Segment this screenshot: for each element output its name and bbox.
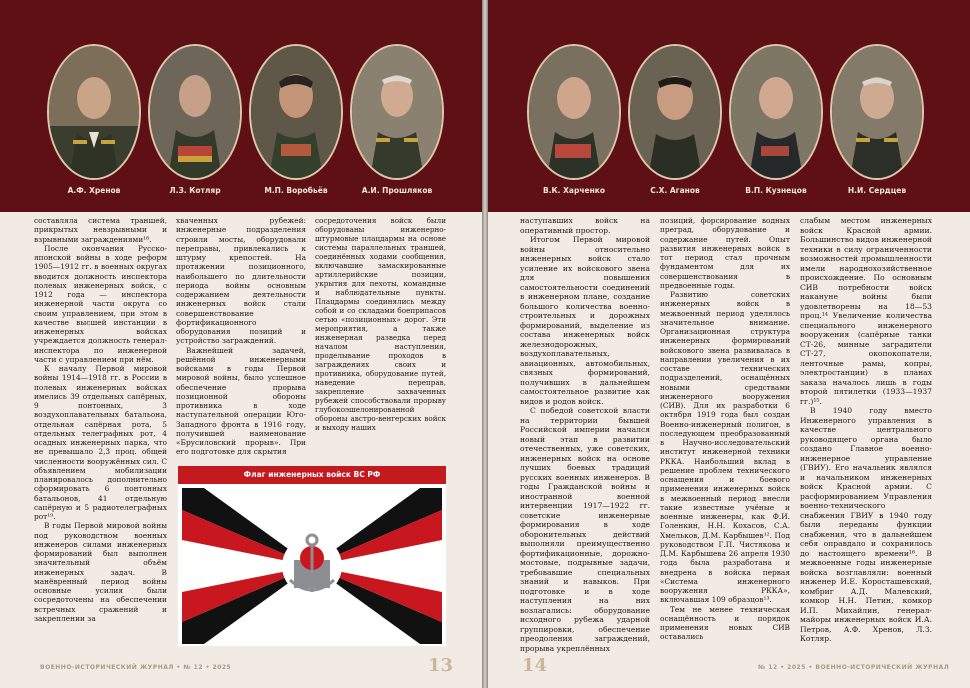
text-column	[34, 216, 167, 656]
portrait-photo	[628, 44, 722, 180]
page-number: 13	[428, 655, 454, 676]
text-column	[520, 216, 650, 656]
paragraph: Развитию советских инженерных войск в межвоенный период уделялось значительное внимание. Организационная структура инженерных формирований войскового звена развивалась в направлении увеличения в их составе технических подразделений, оснащённых новыми средствами инженерного вооружения (СИВ). Для их разработки 6 октября 1919 года был создан Военно-инженерный полигон, в последующем преобразованный в Научно-исследовательский институт инженерной техники РККА. Наибольший вклад в решение проблем технического оснащения и боевого применения инженерных войск в межвоенный период внесли такие известные учёные и военные инженеры, как Ф.И. Голенкин, Н.Н. Кохасов, С.А. Хмельков, Д.М. Карбышев¹². Под руководством Г.П. Чистякова и Д.М. Карбышева 26 апреля 1930 года была разработана и внедрена в войска первая «Система инженерного вооружения РККА», включавшая 109 образцов¹³.	[660, 290, 790, 605]
portrait-caption: В.К. Харченко	[542, 186, 606, 195]
portrait-caption: М.П. Воробьёв	[264, 186, 328, 195]
paragraph: В годы Первой мировой войны под руководством военных инженеров силами инженерных формирований был выполнен значительный объём инженерных задач. В манёвренный период войны основные усилия были сосредоточены на обеспечении встречных сражений и закреплении за	[34, 521, 167, 623]
engineer-troops-flag	[178, 466, 446, 646]
paragraph: составляла система траншей, прикрытых невзрывными и взрывными заграждениями¹⁸.	[34, 216, 167, 244]
paragraph: наступавших войск на оперативный простор.	[520, 216, 650, 235]
paragraph: К началу Первой мировой войны 1914—1918 гг. в России в полевых инженерных войсках имелись 39 отдельных сапёрных, 9 понтонных, 3 воздухоплавательных батальона, отдельная сапёрная рота, 5 отдельных телеграфных рот, 4 осадных инженерных парка, что не превышало 2,3 проц. общей численности вооружённых сил. С объявлением мобилизации планировалось дополнительно сформировать 6 понтонных батальонов, 41 отдельную сапёрную и 5 радиотелеграфных рот¹⁹.	[34, 364, 167, 521]
paragraph: позиций, форсирование водных преград, оборудование и содержание путей. Опыт развития инженерных войск в тот период стал прочным фундаментом для их совершенствования в предвоенные годы.	[660, 216, 790, 290]
text-column	[315, 216, 446, 461]
paragraph: После окончания Русско-японской войны в ходе реформ 1905—1912 гг. в военных округах вводится должность инспектора полевых инженерных войск, с 1912 года — инспектора инженерной части округа со своим управлением, при этом в качестве высшей инстанции в инженерных войсках учреждается должность генерал-инспектора по инженерной части с управлением при нём.	[34, 243, 167, 364]
portrait-photo	[350, 44, 444, 180]
text-column	[176, 216, 306, 461]
paragraph: В 1940 году вместо Инженерного управления в качестве центрального руководящего органа было создано Главное военно-инженерное управление (ГВИУ). Его начальник являлся и начальником инженерных войск Красной армии. С расформированием Управления военно-технического снабжения ГВИУ в 1940 году были переданы функции снабжения, что в дальнейшем себя оправдало и сохранилось до настоящего времени¹⁶. В межвоенные годы инженерные войска возглавляли: военный инженер И.Е. Коросташевский, комбриг А.Д. Малевский, комкор Н.Н. Петин, комкор И.П. Михайлин, генерал-майоры инженерных войск И.А. Петров, А.Ф. Хренов, Л.З. Котляр.	[800, 406, 932, 643]
portrait-caption: А.И. Прошляков	[361, 186, 433, 195]
left-page	[0, 0, 482, 688]
portrait-photo	[148, 44, 242, 180]
journal-footer: ВОЕННО-ИСТОРИЧЕСКИЙ ЖУРНАЛ • № 12 • 2025	[40, 664, 232, 671]
paragraph: хваченных рубежей: инженерные подразделения строили мосты, оборудовали переправы, привлекались к штурму крепостей. На протяжении позиционного, наибольшего по длительности периода войны основным содержанием деятельности инженерных войск стали совершенствование фортификационного оборудования позиций и устройство заграждений.	[176, 216, 306, 346]
paragraph: Тем не менее техническая оснащённость и порядок применения новых СИВ оставались	[660, 604, 790, 642]
portrait-caption: Л.З. Котляр	[169, 186, 221, 195]
journal-footer: № 12 • 2025 • ВОЕННО-ИСТОРИЧЕСКИЙ ЖУРНАЛ	[758, 664, 950, 671]
flag-image	[182, 488, 442, 644]
portrait-caption: С.Х. Аганов	[650, 186, 700, 195]
portrait-photo	[47, 44, 141, 180]
paragraph: Итогом Первой мировой войны относительно инженерных войск стало усиление их войскового звена для повышения самостоятельности соединений в инженерном плане, создание большого количества военно-строительных и дорожных формирований, выделение из состава инженерных войск железнодорожных, воздухоплавательных, авиационных, автомобильных, связных формирований, получивших в дальнейшем самостоятельное развитие как видов и родов войск.	[520, 235, 650, 406]
text-column	[800, 216, 932, 656]
portrait-caption: А.Ф. Хренов	[67, 186, 121, 195]
flag-title: Флаг инженерных войск ВС РФ	[178, 466, 446, 484]
portrait-caption: Н.И. Сердцев	[847, 186, 907, 195]
paragraph: слабым местом инженерных войск Красной армии. Большинство видов инженерной техники в силу ограниченности возможностей промышленности имели народнохозяйственное происхождение. По основным СИВ потребности войск накануне войны были удовлетворены на 18—53 проц.¹⁴ Увеличение количества специального инженерного вооружения (сапёрные танки СТ-26, минные заградители СТ-27, окопокопатели, ленточные рамы, копры, электростанции) в планах заказа началось лишь в годы второй пятилетки (1933—1937 гг.)¹⁵.	[800, 216, 932, 406]
portrait-photo	[527, 44, 621, 180]
right-page	[488, 0, 970, 688]
portrait-photo	[729, 44, 823, 180]
portrait-photo	[249, 44, 343, 180]
paragraph: С победой советской власти на территории бывшей Российской империи начался новый этап в развитии отечественных, уже советских, инженерных войск на основе лучших боевых традиций русских военных инженеров. В годы Гражданской войны и иностранной военной интервенции 1917—1922 гг. советские инженерные формирования в ходе оборонительных действий выполняли преимущественно фортификационные, дорожно-мостовые, подрывные задачи, требовавшие специальных знаний и навыков. При подготовке и в ходе наступления на них возлагались: оборудование исходного рубежа ударной группировки, обеспечение преодоления заграждений, прорыва укреплённых	[520, 406, 650, 653]
paragraph: сосредоточения войск были оборудованы инженерно-штурмовые плацдармы на основе системы параллельных траншей, соединённых ходами сообщения, включавшие замаскированные артиллерийские позиции, укрытия для пехоты, командные и наблюдательные пункты. Плацдармы соединялись между собой и со складами боеприпасов сетью «позиционных» дорог. Эти мероприятия, а также инженерная разведка перед началом наступления, проделывание проходов в заграждениях своих и противника, оборудование путей, наведение переправ, закрепление захваченных рубежей способствовали прорыву глубокоэшелонированной обороны австро-венгерских войск и выходу наших	[315, 216, 446, 432]
text-column	[660, 216, 790, 656]
portrait-caption: В.П. Кузнецов	[745, 186, 807, 195]
portrait-photo	[830, 44, 924, 180]
page-number: 14	[522, 655, 548, 676]
paragraph: Важнейшей задачей, решённой инженерными войсками в годы Первой мировой войны, было успешное обеспечение прорыва позиционной обороны противника в ходе наступательной операции Юго-Западного фронта в 1916 году, получившей наименование «Брусиловский прорыв». При его подготовке для скрытия	[176, 345, 306, 457]
